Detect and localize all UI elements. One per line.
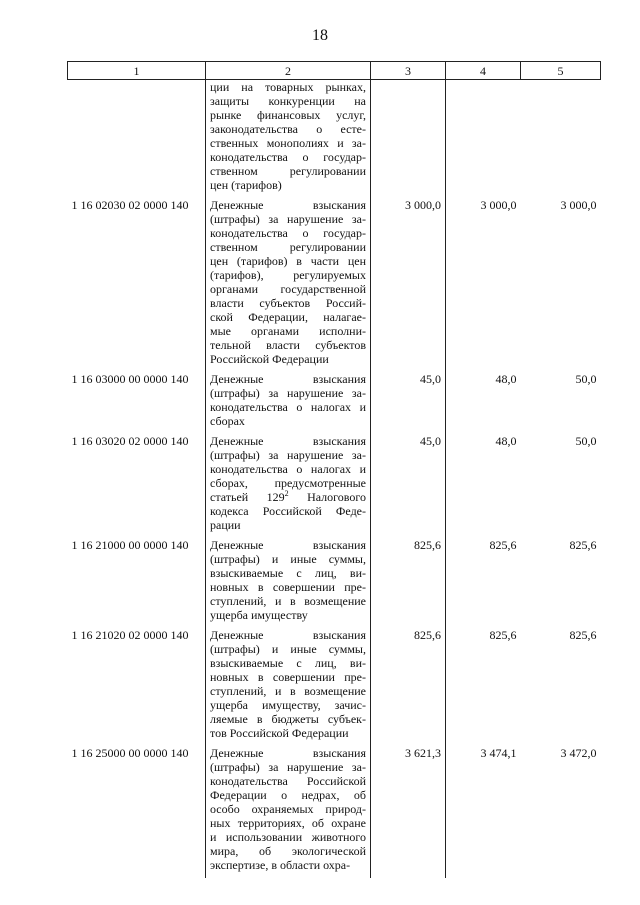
- amount-cell-col3: [371, 80, 446, 199]
- description-line: конодательства Российской: [210, 774, 366, 788]
- description-cell: [206, 628, 371, 746]
- description-line: конодательства о государ-: [210, 150, 366, 164]
- table-row: [68, 538, 601, 628]
- budget-table: [67, 61, 601, 878]
- description-line: тельной власти субъектов: [210, 338, 366, 352]
- description-line: (тарифов), регулируемых: [210, 268, 366, 282]
- description-line: ственных монополиях и за-: [210, 136, 366, 150]
- description-line: сборах, предусмотренные: [210, 476, 366, 490]
- description-line: ступлений, и в возмещение: [210, 684, 366, 698]
- column-header-3: 3: [371, 62, 446, 80]
- budget-code-cell: 1 16 25000 00 0000 140: [71, 746, 189, 760]
- amount-cell-col5: 825,6: [569, 538, 597, 552]
- description-line: власти субъектов Россий-: [210, 296, 366, 310]
- description-line: (штрафы) за нарушение за-: [210, 386, 366, 400]
- amount-cell-col3: 45,0: [371, 372, 446, 434]
- description-line: конодательства о государ-: [210, 226, 366, 240]
- description-line: (штрафы) за нарушение за-: [210, 760, 366, 774]
- description-line: ции на товарных рынках,: [210, 80, 366, 94]
- description-line: новных в совершении пре-: [210, 580, 366, 594]
- description-line: статьей $129^2$ Налогового: [210, 489, 366, 504]
- description-line: мые органами исполни-: [210, 324, 366, 338]
- description-line: сборах: [210, 414, 245, 428]
- amount-cell-col3: 3 000,0: [371, 198, 446, 372]
- table-row: [68, 80, 601, 199]
- description-line: тов Российской Федерации: [210, 726, 349, 740]
- description-cell: [206, 198, 371, 372]
- budget-code-cell: 1 16 21000 00 0000 140: [71, 538, 189, 552]
- description-line: (штрафы) за нарушение за-: [210, 212, 366, 226]
- budget-code-cell: 1 16 21020 02 0000 140: [71, 628, 189, 642]
- description-line: Федерации о недрах, об: [210, 788, 366, 802]
- amount-cell-col4: 3 000,0: [480, 198, 517, 212]
- amount-cell-col5: 3 000,0: [560, 198, 597, 212]
- amount-cell-col5: [521, 80, 601, 199]
- description-line: ляемые в бюджеты субъек-: [210, 712, 366, 726]
- amount-cell-col3: 3 621,3: [371, 746, 446, 878]
- table-body: [68, 80, 601, 879]
- description-line: ственном регулировании: [210, 240, 366, 254]
- amount-cell-col3: 825,6: [371, 628, 446, 746]
- column-header-1: 1: [68, 62, 206, 80]
- description-line: цен (тарифов): [210, 178, 282, 192]
- description-line: экспертизе, в области охра-: [210, 858, 351, 872]
- description-line: (штрафы) и иные суммы,: [210, 552, 366, 566]
- column-header-5: 5: [521, 62, 601, 80]
- description-line: ственном регулировании: [210, 164, 366, 178]
- description-line: Денежные взыскания: [210, 198, 366, 212]
- description-line: мира, об экологической: [210, 844, 366, 858]
- page-number: 18: [312, 27, 328, 44]
- table-header-row: [68, 62, 601, 80]
- budget-code-cell: 1 16 03020 02 0000 140: [71, 434, 189, 448]
- description-line: (штрафы) и иные суммы,: [210, 642, 366, 656]
- table-row: [68, 628, 601, 746]
- description-line: рации: [210, 518, 241, 532]
- budget-code-cell: 1 16 03000 00 0000 140: [71, 372, 189, 386]
- description-cell: [206, 372, 371, 434]
- description-line: взыскиваемые с лиц, ви-: [210, 656, 366, 670]
- description-line: Российской Федерации: [210, 352, 329, 366]
- description-line: рынке финансовых услуг,: [210, 108, 366, 122]
- description-line: новных в совершении пре-: [210, 670, 366, 684]
- table-row: [68, 198, 601, 372]
- budget-code-cell: 1 16 02030 02 0000 140: [71, 198, 189, 212]
- description-line: конодательства о налогах и: [210, 400, 366, 414]
- amount-cell-col4: [446, 80, 521, 199]
- table-row: [68, 372, 601, 434]
- amount-cell-col4: 48,0: [495, 372, 517, 386]
- description-line: кодекса Российской Феде-: [210, 504, 366, 518]
- description-line: Денежные взыскания: [210, 746, 366, 760]
- table-row: [68, 746, 601, 878]
- description-line: органами государственной: [210, 282, 366, 296]
- column-header-2: 2: [206, 62, 371, 80]
- description-line: (штрафы) за нарушение за-: [210, 448, 366, 462]
- description-line: цен (тарифов) в части цен: [210, 254, 366, 268]
- amount-cell-col5: 50,0: [575, 434, 597, 448]
- description-cell: [206, 434, 371, 538]
- description-line: конодательства о налогах и: [210, 462, 366, 476]
- amount-cell-col5: 50,0: [575, 372, 597, 386]
- description-line: ущерба имуществу: [210, 608, 308, 622]
- description-line: особо охраняемых природ-: [210, 802, 366, 816]
- description-line: законодательства о есте-: [210, 122, 366, 136]
- description-cell: [206, 746, 371, 878]
- column-header-4: 4: [446, 62, 521, 80]
- amount-cell-col3: 825,6: [371, 538, 446, 628]
- description-line: Денежные взыскания: [210, 372, 366, 386]
- description-cell: [206, 80, 371, 199]
- amount-cell-col4: 825,6: [489, 538, 517, 552]
- amount-cell-col4: 48,0: [495, 434, 517, 448]
- amount-cell-col3: 45,0: [371, 434, 446, 538]
- description-line: Денежные взыскания: [210, 628, 366, 642]
- amount-cell-col4: 825,6: [489, 628, 517, 642]
- description-line: Денежные взыскания: [210, 538, 366, 552]
- description-line: ской Федерации, налагае-: [210, 310, 366, 324]
- amount-cell-col5: 825,6: [569, 628, 597, 642]
- description-line: ступлений, и в возмещение: [210, 594, 366, 608]
- description-line: и использовании животного: [210, 830, 366, 844]
- amount-cell-col4: 3 474,1: [480, 746, 517, 760]
- description-line: защиты конкуренции на: [210, 94, 366, 108]
- budget-code-cell: [68, 80, 206, 199]
- description-line: взыскиваемые с лиц, ви-: [210, 566, 366, 580]
- description-line: ущерба имуществу, зачис-: [210, 698, 366, 712]
- description-line: ных территориях, об охране: [210, 816, 366, 830]
- description-line: Денежные взыскания: [210, 434, 366, 448]
- amount-cell-col5: 3 472,0: [560, 746, 597, 760]
- table-row: [68, 434, 601, 538]
- description-cell: [206, 538, 371, 628]
